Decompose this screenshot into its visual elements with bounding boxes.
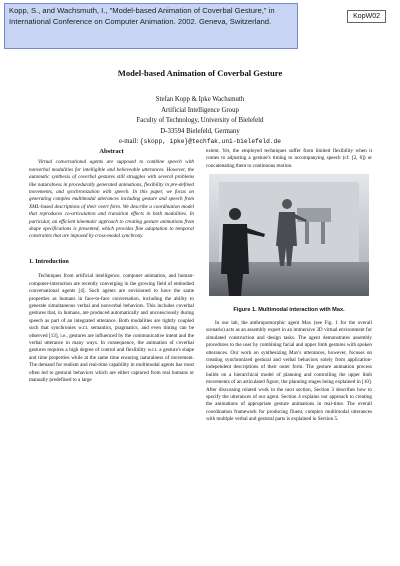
affiliation-group: Artificial Intelligence Group	[161, 106, 239, 114]
paper-tag: KopW02	[347, 10, 386, 23]
abstract-text: Virtual conversational agents are supposed to combine speech with nonverbal modalities for intelligible and believeable utterances. However, the automatic synthesis of coverbal gestures still struggles with several problems like naturalness in procedurally generated animations, flexibility in pre-defined movements, and synchronization with speech. In this paper, we focus on generating complex multimodal utterances including gesture and speech from XML-based descriptions of their overt form. We describe a coordination model that reproduces co-articulation and transition effects in both modalities. In particular, an efficient kinematic approach to creating gesture animations from shape specifications is presented, which provides fine adaptation to temporal constraints that are imposed by cross-modal synchrony.	[29, 159, 194, 240]
section-heading-introduction: 1. Introduction	[29, 257, 69, 265]
abstract-heading: Abstract	[99, 148, 124, 155]
email-line	[0, 137, 400, 148]
citation-text: Kopp, S., and Wachsmuth, I., "Model-based Animation of Coverbal Gesture," in International Conference on Computer Animation. 2002. Geneva, Switzerland.	[9, 6, 275, 26]
right-column-body	[206, 320, 372, 424]
citation-header	[4, 3, 298, 49]
left-column	[29, 148, 194, 384]
figure-caption: Figure 1. Multimodal interaction with Max.	[233, 307, 345, 313]
affiliation-faculty: Faculty of Technology, University of Bielefeld	[136, 117, 264, 124]
affiliation-address: D-33594 Bielefeld, Germany	[160, 127, 240, 135]
continuation-text: extent. Yet, the employed techniques suffer from limited flexibility when it comes to adjusting a gesture's timing to accompanying speech (cf. [2, 6]) or concatenating them to continuous motion.	[206, 148, 372, 169]
authors: Stefan Kopp & Ipke Wachsmuth	[155, 96, 245, 103]
paper-title: Model-based Animation of Coverbal Gesture	[117, 68, 283, 78]
email-label: e-mail:	[118, 138, 139, 145]
author-block	[0, 95, 400, 148]
email-address: {skopp, ipke}@techfak.uni-bielefeld.de	[139, 138, 282, 145]
introduction-text: Techniques from artificial intelligence, computer animation, and human-computer-interaction are recently converging in the growing field of embodied conversational agents [4]. Such agents are envisioned to have the same properties as humans in face-to-face conversation, including the ability to generate simultaneous verbal and nonverbal behaviors. This includes coverbal gestures that, in humans, are produced automatically and unconsciously during speech as part of an integrated utterance. Both modalities are tightly coupled such that synchronies w.r.t. semantics, pragmatics, and even timing can be observed [13], i.e., gestures are influenced by the communicative intent and the verbal utterance in many ways. In consequence, the animation of coverbal gestures requires a high degree of control and flexibility w.r.t. a gesture's shape and time properties while at the same time ensuring naturalness of movement. The demand for realism and real-time capability in multimodal agents has most often led to gestural behaviors which are either captured from real humans or manually predefined to a large	[29, 273, 194, 383]
virtual-environment-scene	[209, 174, 369, 296]
right-column-paragraph: In our lab, the anthropomorphic agent Max (see Fig. 1 for the overall scenario) acts as an assembly expert in an immersive 3D virtual environment for simulated construction and design tasks. The agent demonstrates assembly procedures to the user by combining facial and upper limb gestures with spoken utterances. Our work on synthesizing Max's utterances, however, focuses on creating synchronized gestural and verbal behaviors solely from application-independent descriptions of their outer form. The gesture animation process builds on a hierarchical model of planning and controlling the upper limb movements of an articulated figure, the planning stages being explained in [10]. After discussing related work in the next section, Section 3 describes how to specify the utterances of our agent. Section 4 explains our approach to creating the animations of appropriate gesture animations in real-time. The overall coordination framework for producing fluent, complex multimodal utterances with multiple verbal and gestural parts is explained in Section 5.	[206, 320, 372, 423]
figure-1-image	[209, 174, 369, 296]
right-column	[206, 148, 372, 170]
